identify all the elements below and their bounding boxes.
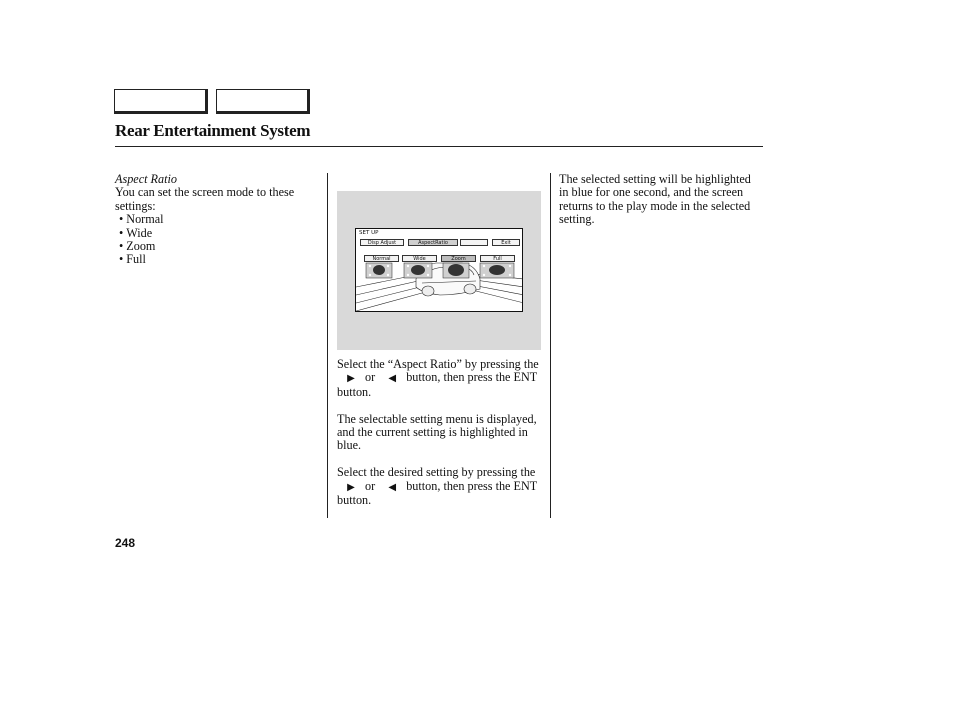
option-zoom[interactable]: Zoom [441,255,476,262]
left-arrow-icon: ◀ [388,481,397,493]
list-item: • Zoom [119,240,320,253]
menu-aspect-ratio[interactable]: AspectRatio [408,239,458,246]
instruction-1-end: button, then press the ENT button. [337,370,537,399]
left-arrow-icon: ◀ [388,373,397,385]
instruction-3-end: button, then press the ENT button. [337,478,537,508]
instruction-1-start: Select the “Aspect Ratio” by pressing the [337,357,539,371]
instruction-3-start: Select the desired setting by pressing the [337,465,536,480]
menu-exit[interactable]: Exit [492,239,520,246]
header-tab-1[interactable] [114,89,208,114]
setup-screen [355,228,523,312]
right-arrow-icon: ▶ [347,373,355,385]
page-number: 248 [115,536,136,550]
title-rule [115,146,763,147]
option-full[interactable]: Full [480,255,515,262]
menu-disp-adjust[interactable]: Disp Adjust [360,239,404,246]
screen-title: SET UP [359,230,379,236]
middle-column [337,358,547,521]
or-text: or [365,478,376,493]
right-arrow-icon: ▶ [347,481,355,493]
option-normal[interactable]: Normal [364,255,399,262]
setup-screen-figure [337,191,541,350]
column-divider-1 [327,173,328,518]
settings-list [115,213,320,267]
column-divider-2 [550,173,551,518]
menu-item-3[interactable] [460,239,488,246]
intro-text: You can set the screen mode to these settings: [115,185,295,213]
instruction-2: The selectable setting menu is displayed, and the current setting is highlighted in blue. [337,411,537,453]
right-column-text: The selected setting will be highlighted in blue for one second, and the screen returns to the play mode in the selected setting. [559,172,751,227]
instruction-3 [337,466,547,507]
or-text: or [365,370,376,385]
section-caption: Aspect Ratio [115,172,177,186]
list-item: • Wide [119,227,320,240]
list-item: • Full [119,253,320,266]
list-item: • Normal [119,213,320,226]
left-column [115,173,320,267]
option-wide[interactable]: Wide [402,255,437,262]
header-tab-2[interactable] [216,89,310,114]
instruction-1 [337,358,547,399]
page-title: Rear Entertainment System [115,121,311,140]
